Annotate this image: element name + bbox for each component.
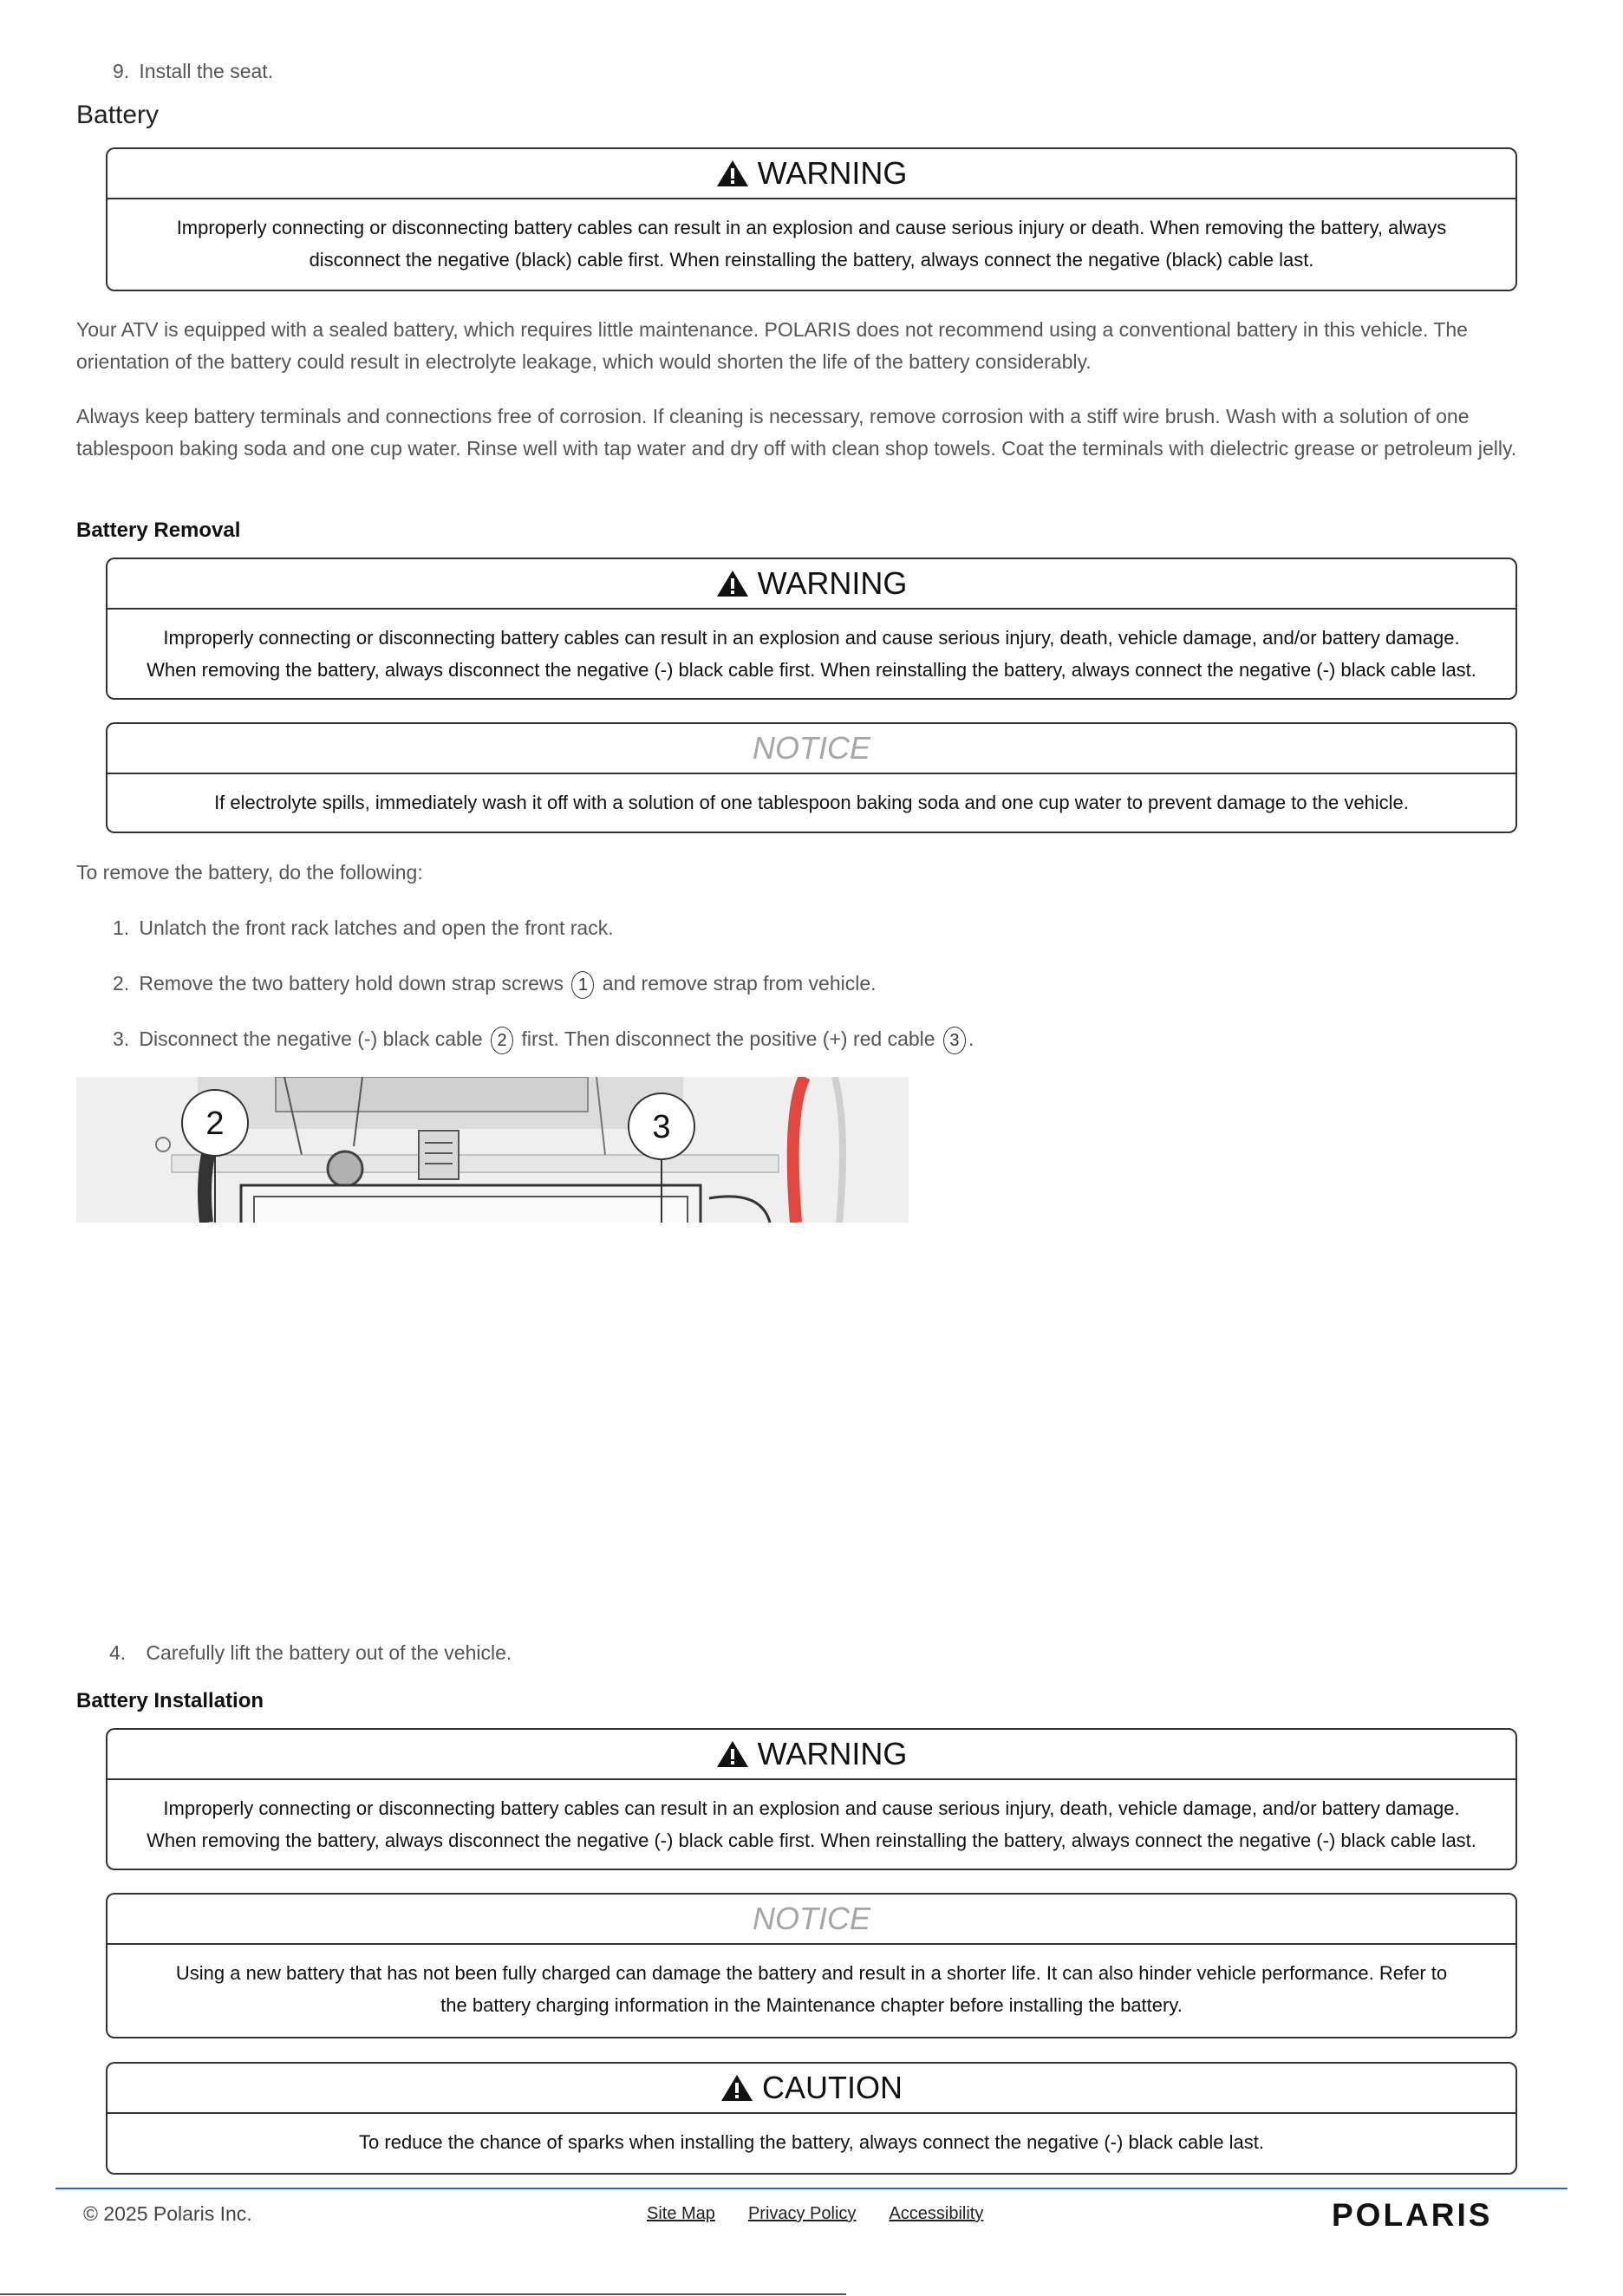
warning-box: [106, 147, 1517, 291]
removal-step-4: 4. Carefully lift the battery out of the vehicle.: [109, 1641, 512, 1664]
removal-step-2: 2. Remove the two battery hold down strap screws 1 and remove strap from vehicle.: [113, 968, 877, 1000]
footer-divider: [55, 2188, 1568, 2189]
svg-text:POLARIS: POLARIS: [1332, 2199, 1493, 2230]
removal-step-1: 1. Unlatch the front rack latches and open the front rack.: [113, 916, 614, 939]
warning-box: [106, 558, 1517, 700]
warning-icon: [716, 159, 749, 188]
caution-box: [106, 2062, 1517, 2175]
section-heading-battery: Battery: [76, 101, 160, 129]
notice-header: NOTICE: [108, 1895, 1515, 1945]
footer-copyright: © 2025 Polaris Inc.: [83, 2202, 252, 2225]
caution-icon: [720, 2073, 753, 2103]
callout-1: 1: [571, 971, 594, 999]
notice-text: If electrolyte spills, immediately wash it off with a solution of one tablespoon baking soda and one cup water to prevent damage to the vehicle.: [214, 792, 1409, 813]
removal-step-3: 3. Disconnect the negative (-) black cable 2 first. Then disconnect the positive (+) red cable 3 .: [113, 1023, 974, 1055]
warning-header: WARNING: [108, 1730, 1515, 1780]
footer-link-accessibility[interactable]: Accessibility: [889, 2204, 984, 2223]
warning-header: WARNING: [108, 149, 1515, 199]
warning-text: Improperly connecting or disconnecting battery cables can result in an explosion and cause serious injury or death. When removing the battery, always disconnect the negative (black) cable first. When reinstalling the battery, always connect the negative (black) cable last.: [176, 217, 1447, 271]
battery-cable-photo: [76, 1077, 909, 1223]
subheading-battery-installation: Battery Installation: [76, 1689, 264, 1712]
notice-text: Using a new battery that has not been fully charged can damage the battery and result in a shorter life. It can also hinder vehicle performance. Refer to the battery charging information in the Maintenance chapter before installing the battery.: [175, 1962, 1448, 2016]
callout-2: 2: [491, 1027, 513, 1054]
footer-link-privacy-policy[interactable]: Privacy Policy: [747, 2204, 857, 2223]
paragraph-terminals: Always keep battery terminals and connections free of corrosion. If cleaning is necessary, remove corrosion with a stiff wire brush. Wash with a solution of one tablespoon baking soda and one cup water. Rinse well with tap water and dry off with clean shop towels. Coat the terminals with dielectric grease or petroleum jelly.: [76, 405, 1517, 460]
paragraph-sealed-battery: Your ATV is equipped with a sealed battery, which requires little maintenance. POLARIS does not recommend using a conventional battery in this vehicle. The orientation of the battery could result in electrolyte leakage, which would shorten the life of the battery considerably.: [76, 318, 1468, 373]
footer-links: [647, 2204, 983, 2224]
removal-intro: To remove the battery, do the following:: [76, 861, 423, 884]
subheading-battery-removal: Battery Removal: [76, 519, 241, 542]
warning-icon: [716, 569, 749, 598]
warning-text: Improperly connecting or disconnecting battery cables can result in an explosion and cause serious injury, death, vehicle damage, and/or battery damage. When removing the battery, always disconnect the negative (-) black cable first. When reinstalling the battery, always connect the negative (-) black cable last.: [147, 627, 1476, 681]
warning-box: [106, 1728, 1517, 1870]
callout-3: 3: [943, 1027, 966, 1054]
caution-text: To reduce the chance of sparks when installing the battery, always connect the negative (-) black cable last.: [359, 2131, 1264, 2153]
notice-box: [106, 722, 1517, 833]
caution-header: CAUTION: [108, 2064, 1515, 2114]
warning-text: Improperly connecting or disconnecting battery cables can result in an explosion and cause serious injury, death, vehicle damage, and/or battery damage. When removing the battery, always disconnect the negative (-) black cable first. When reinstalling the battery, always connect the negative (-) black cable last.: [147, 1797, 1476, 1851]
notice-header: NOTICE: [108, 724, 1515, 774]
notice-box: [106, 1893, 1517, 2038]
photo-callout-2: 2: [205, 1106, 225, 1142]
polaris-logo[interactable]: [1332, 2199, 1540, 2234]
step-9: 9. Install the seat.: [113, 60, 274, 82]
warning-icon: [716, 1739, 749, 1769]
photo-callout-3: 3: [652, 1109, 671, 1145]
battery-photo-illustration: [76, 1077, 909, 1223]
page-bottom-rule: [0, 2293, 846, 2295]
polaris-logo-mark: [1332, 2199, 1540, 2230]
warning-header: WARNING: [108, 559, 1515, 610]
footer-link-site-map[interactable]: Site Map: [647, 2204, 715, 2223]
